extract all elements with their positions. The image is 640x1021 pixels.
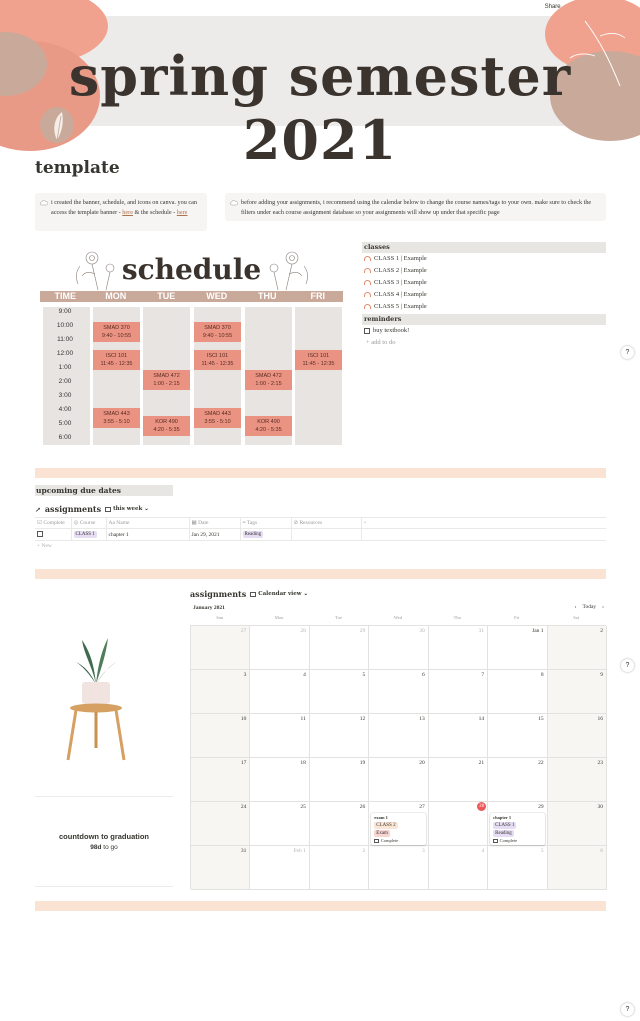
calendar-day-number: 6 <box>600 848 603 854</box>
calendar-day-number: 19 <box>359 760 366 766</box>
calendar-day-cell[interactable] <box>310 626 369 670</box>
calendar-day-cell[interactable] <box>191 714 250 758</box>
time-label: 11:00 <box>57 336 73 343</box>
calendar-day-number: 26 <box>359 804 366 810</box>
attachment-icon: ⊘ <box>293 520 300 526</box>
time-label: 5:00 <box>58 420 72 427</box>
calendar-day-cell[interactable] <box>429 626 488 670</box>
database-title[interactable]: assignments <box>190 589 247 599</box>
view-selector[interactable]: Calendar view ⌄ <box>250 591 308 597</box>
calendar-event-card[interactable] <box>490 813 544 845</box>
countdown-value: 98d to go <box>90 844 118 851</box>
help-button[interactable]: ? <box>621 1003 634 1016</box>
calendar-day-number: 24 <box>240 804 247 810</box>
calendar-day-number: 2 <box>600 628 603 634</box>
calendar-day-cell[interactable] <box>548 626 607 670</box>
calendar-day-number: 28 <box>479 804 485 809</box>
column-header[interactable]: ◎ Course <box>71 518 106 529</box>
calendar-day-number: Feb 1 <box>293 848 306 854</box>
calendar-day-cell[interactable] <box>429 802 488 846</box>
calendar-view-icon <box>250 592 256 597</box>
class-link[interactable]: CLASS 1 | Example <box>364 255 427 262</box>
list-icon: ≡ <box>242 520 247 526</box>
empty-cell <box>361 529 606 541</box>
course-tag: CLASS 1 <box>75 532 95 537</box>
add-column-button[interactable]: + <box>361 518 606 529</box>
calendar-day-cell[interactable] <box>369 626 428 670</box>
calendar-day-cell[interactable] <box>429 714 488 758</box>
calendar-day-number: 25 <box>300 804 306 810</box>
cloud-icon <box>230 200 238 205</box>
calendar-grid <box>190 625 606 889</box>
calendar-day-cell[interactable] <box>250 758 309 802</box>
class-block[interactable]: SMAD 370 9:40 - 10:55 <box>93 322 140 342</box>
time-label: 2:00 <box>58 378 72 385</box>
resources-cell[interactable] <box>291 529 361 541</box>
prev-month-button[interactable]: ‹ <box>574 604 577 610</box>
calendar-day-cell[interactable] <box>548 670 607 714</box>
calendar-day-cell[interactable] <box>310 846 369 890</box>
calendar-day-cell[interactable] <box>429 846 488 890</box>
callout-instructions <box>225 193 606 221</box>
assignments-table <box>35 517 606 541</box>
todo-checkbox[interactable] <box>364 328 370 334</box>
calendar-day-cell[interactable] <box>548 714 607 758</box>
text-icon: Aa <box>108 520 117 526</box>
column-header[interactable]: Aa Name <box>106 518 189 529</box>
column-header[interactable]: ≡ Tags <box>240 518 291 529</box>
event-title: exam 1 <box>374 815 388 820</box>
calendar-day-number: 5 <box>540 848 544 854</box>
calendar-day-number: 28 <box>300 628 306 634</box>
calendar-day-cell[interactable] <box>369 758 428 802</box>
calendar-nav <box>575 604 604 610</box>
plant-illustration <box>62 636 130 764</box>
checkbox-icon: ☑ <box>37 520 44 526</box>
day-label: WED <box>206 291 228 301</box>
callout-text: i created the banner, schedule, and icons on canva. you can access the template banner - <box>51 199 197 216</box>
calendar-day-cell[interactable] <box>369 670 428 714</box>
rainbow-icon <box>364 268 371 273</box>
fri-column <box>295 307 342 445</box>
day-label: TUE <box>157 291 176 301</box>
calendar-day-cell[interactable] <box>191 758 250 802</box>
class-block[interactable]: SMAD 472 1:00 - 2:15 <box>143 370 190 390</box>
class-link[interactable]: CLASS 3 | Example <box>364 279 427 286</box>
calendar-month: January 2021 <box>193 605 225 611</box>
calendar-day-number: 31 <box>478 628 485 634</box>
database-title[interactable]: assignments <box>44 504 102 514</box>
complete-checkbox[interactable] <box>493 839 498 844</box>
calendar-day-number: 15 <box>538 716 544 722</box>
class-block[interactable]: SMAD 370 9:40 - 10:55 <box>194 322 241 342</box>
schedule-template-link[interactable]: here <box>176 209 188 216</box>
peach-divider <box>35 569 606 579</box>
calendar-day-number: 22 <box>538 760 544 766</box>
calendar-day-number: 27 <box>419 804 425 810</box>
calendar-day-cell[interactable] <box>250 670 309 714</box>
assignments-table-header <box>35 504 149 514</box>
weekday-label: Sun <box>216 615 224 620</box>
calendar-day-cell[interactable] <box>310 758 369 802</box>
calendar-day-cell[interactable] <box>548 758 607 802</box>
calendar-day-number: 29 <box>538 804 544 810</box>
day-label: THU <box>258 291 277 301</box>
class-block[interactable]: KOR 490 4:20 - 5:35 <box>245 416 292 436</box>
schedule-grid <box>40 302 343 445</box>
calendar-day-number: 9 <box>600 672 603 678</box>
callout-text-2: & the schedule - <box>132 209 177 216</box>
calendar-day-number: 4 <box>481 848 485 854</box>
class-link[interactable]: CLASS 2 | Example <box>364 267 427 274</box>
weekday-label: Tue <box>335 615 342 620</box>
table-row[interactable] <box>35 529 606 541</box>
due-dates-heading: upcoming due dates <box>35 485 173 496</box>
calendar-day-cell[interactable] <box>488 758 547 802</box>
todo-item: buy textbook! <box>364 327 409 334</box>
calendar-day-cell[interactable] <box>429 758 488 802</box>
add-todo-button[interactable]: + add to do <box>366 339 396 346</box>
day-label: MON <box>105 291 127 301</box>
weekday-label: Thu <box>453 615 461 620</box>
divider-line <box>35 886 173 887</box>
calendar-day-number: 5 <box>362 672 366 678</box>
select-icon: ◎ <box>73 520 80 526</box>
calendar-day-number: 10 <box>240 716 247 722</box>
calendar-day-number: 21 <box>478 760 485 766</box>
time-label: 9:00 <box>58 308 72 315</box>
class-link[interactable]: CLASS 5 | Example <box>364 303 427 310</box>
calendar-day-number: 11 <box>300 716 306 722</box>
calendar-day-cell[interactable] <box>548 802 607 846</box>
calendar-day-cell[interactable] <box>369 846 428 890</box>
time-label: 6:00 <box>58 434 72 441</box>
time-label: 1:00 <box>58 364 72 371</box>
time-label: 10:00 <box>56 322 74 329</box>
share-button[interactable]: Share <box>544 4 561 10</box>
calendar-day-number: 30 <box>597 804 603 810</box>
schedule-image <box>40 244 343 445</box>
calendar-day-cell[interactable] <box>191 670 250 714</box>
column-header[interactable]: ▦ Date <box>189 518 240 529</box>
calendar-day-number: 27 <box>240 628 247 634</box>
banner-title: spring semester 2021 <box>68 44 572 172</box>
calendar-day-cell[interactable] <box>548 846 607 890</box>
page-title: template <box>35 158 120 178</box>
rainbow-icon <box>364 280 371 285</box>
calendar-day-cell[interactable] <box>488 714 547 758</box>
peach-divider <box>35 901 606 911</box>
calendar-day-number: 12 <box>359 716 366 722</box>
complete-cell[interactable] <box>35 529 71 541</box>
calendar-day-number: 13 <box>419 716 425 722</box>
weekday-label: Mon <box>274 615 284 620</box>
table-view-icon <box>105 507 111 512</box>
event-complete[interactable]: Complete <box>374 837 422 844</box>
class-block[interactable]: ISCI 101 11:45 - 12:35 <box>295 350 342 370</box>
calendar-day-number: 23 <box>597 760 603 766</box>
calendar-day-number: 17 <box>240 760 247 766</box>
rainbow-icon <box>364 304 371 309</box>
calendar-header <box>190 589 308 599</box>
weekday-label: Sat <box>573 615 579 620</box>
date-cell[interactable]: Jan 29, 2021 <box>189 529 240 541</box>
event-course: CLASS 2 <box>376 823 396 828</box>
calendar-day-cell[interactable] <box>429 670 488 714</box>
today-button[interactable]: Today <box>582 604 597 610</box>
callout-text: before adding your assignments, i recommend using the calendar below to change the course names/tags to your own. make sure to check the filters under each course assignment database so your assignments will show up under that specific page <box>241 199 592 216</box>
day-label: FRI <box>310 291 325 301</box>
calendar-day-number: 30 <box>419 628 425 634</box>
calendar-day-cell[interactable] <box>488 626 547 670</box>
leaf-page-icon <box>40 106 74 144</box>
class-link[interactable]: CLASS 4 | Example <box>364 291 427 298</box>
calendar-day-number: 31 <box>240 848 247 854</box>
time-label: 4:00 <box>58 406 72 413</box>
calendar-day-number: 3 <box>243 672 247 678</box>
calendar-day-number: 7 <box>481 672 485 678</box>
schedule-day-header <box>40 291 343 302</box>
callout-canva <box>35 193 207 231</box>
complete-checkbox[interactable] <box>37 531 43 537</box>
calendar-day-number: 16 <box>597 716 603 722</box>
schedule-title: schedule <box>121 253 262 286</box>
calendar-day-cell[interactable] <box>310 670 369 714</box>
weekday-label: Fri <box>514 615 520 620</box>
linked-arrow-icon: ↗ <box>35 504 41 514</box>
event-course: CLASS 1 <box>495 823 515 828</box>
event-tag: Exam <box>376 831 388 836</box>
calendar-day-cell[interactable] <box>250 802 309 846</box>
calendar-day-cell[interactable] <box>191 802 250 846</box>
calendar-day-number: 18 <box>300 760 306 766</box>
calendar-day-cell[interactable] <box>250 714 309 758</box>
countdown-widget <box>35 832 173 851</box>
column-header[interactable]: ⊘ Resources <box>291 518 361 529</box>
calendar-day-cell[interactable] <box>310 802 369 846</box>
calendar-day-number: 29 <box>359 628 366 634</box>
class-block[interactable]: SMAD 443 3:55 - 5:10 <box>93 408 140 428</box>
rainbow-icon <box>364 256 371 261</box>
calendar-day-number: 14 <box>478 716 485 722</box>
calendar-day-cell[interactable] <box>488 670 547 714</box>
complete-checkbox[interactable] <box>374 839 379 844</box>
time-label: 12:00 <box>56 350 74 357</box>
countdown-title: countdown to graduation <box>59 832 149 841</box>
view-selector[interactable]: this week ⌄ <box>105 506 149 512</box>
new-row-button[interactable]: + New <box>37 543 52 549</box>
calendar-day-number: 6 <box>421 672 425 678</box>
calendar-day-number: 8 <box>540 672 544 678</box>
calendar-day-cell[interactable] <box>191 626 250 670</box>
calendar-day-cell[interactable] <box>191 846 250 890</box>
event-title: chapter 1 <box>493 815 512 820</box>
calendar-event-card[interactable] <box>371 813 425 845</box>
time-label: 3:00 <box>58 392 72 399</box>
calendar-day-cell[interactable] <box>250 846 309 890</box>
help-button[interactable]: ? <box>621 346 634 359</box>
calendar-day-number: Jan 1 <box>532 628 544 634</box>
column-header[interactable]: ☑ Complete <box>35 518 71 529</box>
chevron-down-icon: ⌄ <box>144 506 149 512</box>
divider-line <box>35 796 173 797</box>
calendar-day-number: 20 <box>419 760 425 766</box>
class-block[interactable]: SMAD 472 1:00 - 2:15 <box>245 370 292 390</box>
reminders-heading: reminders <box>362 314 606 325</box>
cloud-icon <box>40 200 48 205</box>
calendar-day-cell[interactable] <box>369 714 428 758</box>
event-tag: Reading <box>495 831 512 836</box>
classes-heading: classes <box>362 242 606 253</box>
course-cell[interactable] <box>71 529 106 541</box>
peach-divider <box>35 468 606 478</box>
calendar-day-number: 4 <box>303 672 306 678</box>
weekday-label: Wed <box>393 615 402 620</box>
event-complete[interactable]: Complete <box>493 837 541 844</box>
calendar-day-cell[interactable] <box>310 714 369 758</box>
class-block[interactable]: ISCI 101 11:45 - 12:35 <box>93 350 140 370</box>
calendar-day-number: 3 <box>421 848 425 854</box>
class-block[interactable]: SMAD 443 3:55 - 5:10 <box>194 408 241 428</box>
class-block[interactable]: KOR 490 4:20 - 5:35 <box>143 416 190 436</box>
next-month-button[interactable]: › <box>602 604 604 610</box>
rainbow-icon <box>364 292 371 297</box>
reading-tag: Reading <box>244 532 262 537</box>
calendar-day-cell[interactable] <box>250 626 309 670</box>
name-cell[interactable]: chapter 1 <box>106 529 189 541</box>
help-button[interactable]: ? <box>621 659 634 672</box>
banner-template-link[interactable]: here <box>122 209 133 216</box>
tags-cell[interactable] <box>240 529 291 541</box>
calendar-day-cell[interactable] <box>488 846 547 890</box>
calendar-day-number: 2 <box>362 848 366 854</box>
class-block[interactable]: ISCI 101 11:45 - 12:35 <box>194 350 241 370</box>
chevron-down-icon: ⌄ <box>303 591 309 597</box>
day-label: TIME <box>54 291 76 301</box>
calendar-icon: ▦ <box>191 520 199 526</box>
